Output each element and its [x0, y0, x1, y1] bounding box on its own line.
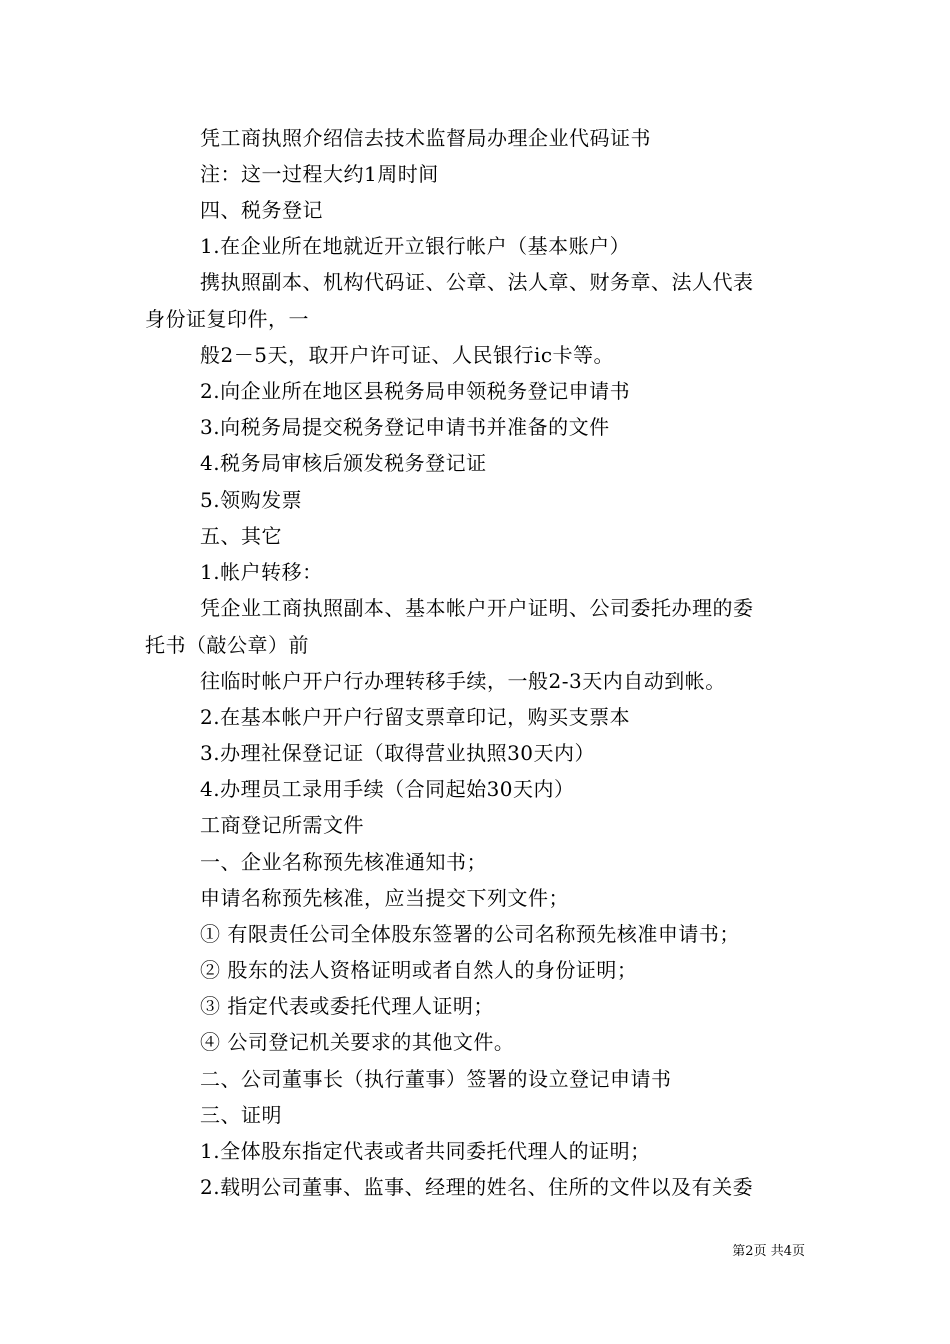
text-line: 4.办理员工录用手续（合同起始30天内） — [200, 777, 575, 801]
text-line: 身份证复印件，一 — [145, 307, 309, 331]
text-line: 般2－5天，取开户许可证、人民银行ic卡等。 — [200, 343, 615, 367]
text-line: 携执照副本、机构代码证、公章、法人章、财务章、法人代表 — [200, 270, 754, 294]
text-line: 4.税务局审核后颁发税务登记证 — [200, 451, 487, 475]
page-mid: 页 共 — [753, 1244, 784, 1259]
text-line: 3.向税务局提交税务登记申请书并准备的文件 — [200, 415, 610, 439]
text-line: 1.在企业所在地就近开立银行帐户（基本账户） — [200, 234, 631, 258]
text-line: 注：这一过程大约1周时间 — [200, 162, 439, 186]
text-line: 5.领购发票 — [200, 488, 303, 512]
section-heading: 二、公司董事长（执行董事）签署的设立登记申请书 — [200, 1067, 672, 1091]
section-heading: 一、企业名称预先核准通知书； — [200, 850, 487, 874]
page-current: 2 — [745, 1244, 754, 1259]
section-heading: 三、证明 — [200, 1103, 282, 1127]
text-line: 2.向企业所在地区县税务局申领税务登记申请书 — [200, 379, 631, 403]
section-heading: 工商登记所需文件 — [200, 813, 364, 837]
text-line: 托书（敲公章）前 — [145, 633, 309, 657]
text-line: 往临时帐户开户行办理转移手续，一般2-3天内自动到帐。 — [200, 669, 726, 693]
text-line: 2.在基本帐户开户行留支票章印记，购买支票本 — [200, 705, 631, 729]
text-line: 1.帐户转移： — [200, 560, 323, 584]
list-item: ② 股东的法人资格证明或者自然人的身份证明； — [200, 958, 638, 982]
page-number-footer — [732, 1244, 805, 1260]
text-line: 申请名称预先核准，应当提交下列文件； — [200, 886, 569, 910]
section-heading: 五、其它 — [200, 524, 282, 548]
page-total: 4 — [783, 1244, 792, 1259]
text-line: 1.全体股东指定代表或者共同委托代理人的证明； — [200, 1139, 651, 1163]
text-line: 凭工商执照介绍信去技术监督局办理企业代码证书 — [200, 126, 651, 150]
list-item: ④ 公司登记机关要求的其他文件。 — [200, 1030, 515, 1054]
text-line: 凭企业工商执照副本、基本帐户开户证明、公司委托办理的委 — [200, 596, 754, 620]
text-line: 2.载明公司董事、监事、经理的姓名、住所的文件以及有关委 — [200, 1175, 754, 1199]
section-heading: 四、税务登记 — [200, 198, 323, 222]
text-line: 3.办理社保登记证（取得营业执照30天内） — [200, 741, 596, 765]
list-item: ① 有限责任公司全体股东签署的公司名称预先核准申请书； — [200, 922, 740, 946]
page-end: 页 — [791, 1244, 805, 1259]
list-item: ③ 指定代表或委托代理人证明； — [200, 994, 494, 1018]
page-label: 第 — [732, 1244, 746, 1259]
